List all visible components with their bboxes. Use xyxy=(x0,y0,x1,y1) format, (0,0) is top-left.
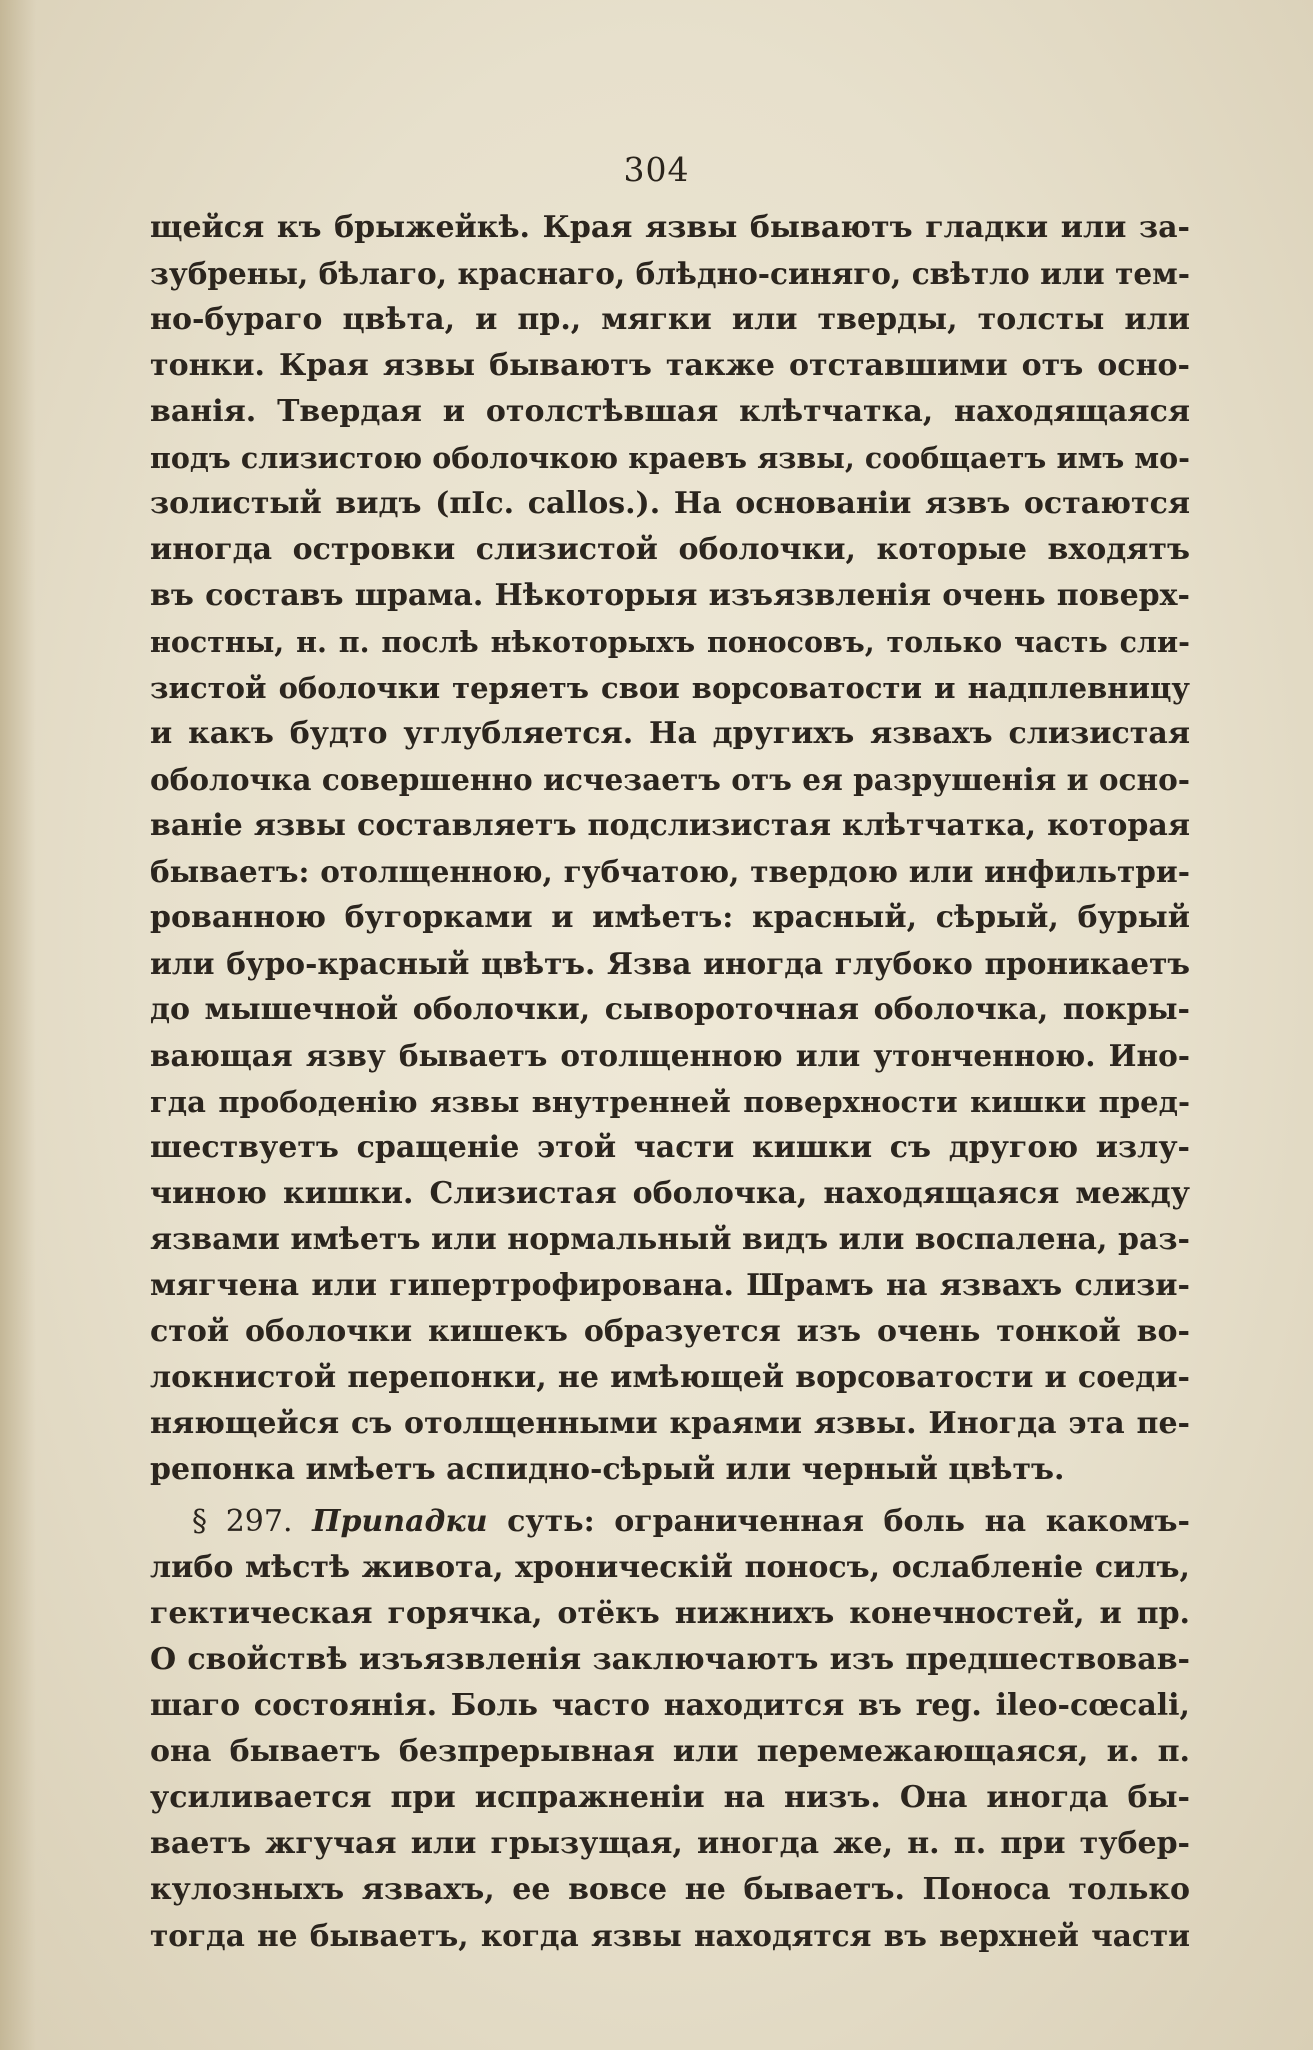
text-line: ваетъ жгучая или грызущая, иногда же, н. п. при тубер- xyxy=(150,1826,1190,1861)
text-line: локнистой перепонки, не имѣющей ворсоватости и соеди- xyxy=(150,1360,1190,1395)
text-line: вающая язву бываетъ отолщенною или утонченною. Ино- xyxy=(150,1038,1190,1073)
paragraph-1 xyxy=(150,205,1190,1493)
text-line: и какъ будто углубляется. На другихъ язвахъ слизистая xyxy=(150,716,1190,751)
paragraph-2 xyxy=(150,1499,1190,1959)
paragraph-2-first-line xyxy=(150,1499,1190,1545)
text-line: она бываетъ безпрерывная или перемежающаяся, и. п. xyxy=(150,1734,1190,1769)
first-line-rest: суть: ограниченная боль на какомъ- xyxy=(487,1504,1190,1539)
text-line: О свойствѣ изъязвленія заключаютъ изъ предшествовав- xyxy=(150,1642,1190,1677)
text-line: гда прободенію язвы внутренней поверхности кишки пред- xyxy=(150,1085,1190,1119)
text-line: зистой оболочки теряетъ свои ворсоватости и надплевницу xyxy=(150,671,1190,705)
text-line: ностны, н. п. послѣ нѣкоторыхъ поносовъ, только часть сли- xyxy=(150,625,1190,659)
text-line: репонка имѣетъ аспидно-сѣрый или черный цвѣтъ. xyxy=(150,1452,1065,1487)
text-line: ваніе язвы составляетъ подслизистая клѣтчатка, которая xyxy=(150,808,1190,843)
text-line: язвами имѣетъ или нормальный видъ или воспалена, раз- xyxy=(150,1222,1190,1257)
text-line: подъ слизистою оболочкою краевъ язвы, сообщаетъ имъ мо- xyxy=(150,441,1190,475)
text-line: шествуетъ сращеніе этой части кишки съ другою излу- xyxy=(150,1130,1190,1165)
text-line: ванія. Твердая и отолстѣвшая клѣтчатка, находящаяся xyxy=(150,394,1190,429)
text-line: гектическая горячка, отёкъ нижнихъ конечностей, и пр. xyxy=(150,1596,1190,1631)
text-line: либо мѣстѣ живота, хроническій поносъ, ослабленіе силъ, xyxy=(150,1550,1190,1585)
text-line: зубрены, бѣлаго, краснаго, блѣдно-синяго, свѣтло или тем- xyxy=(150,256,1190,291)
text-line: золистый видъ (пІс. callos.). На основаніи язвъ остаются xyxy=(150,486,1190,521)
page-edge-shadow xyxy=(0,0,36,2050)
text-line: въ составъ шрама. Нѣкоторыя изъязвленія очень поверх- xyxy=(150,578,1190,613)
section-term: Припадки xyxy=(312,1504,488,1539)
text-line: рованною бугорками и имѣетъ: красный, сѣрый, бурый xyxy=(150,900,1190,935)
text-line: но-бураго цвѣта, и пр., мягки или тверды, толсты или xyxy=(150,302,1190,337)
text-line: стой оболочки кишекъ образуется изъ очень тонкой во- xyxy=(150,1314,1190,1349)
text-line: шаго состоянія. Боль часто находится въ reg. ileo-cœcali, xyxy=(150,1688,1190,1723)
text-line: усиливается при испражненіи на низъ. Она иногда бы- xyxy=(150,1780,1190,1815)
text-line: или буро-красный цвѣтъ. Язва иногда глубоко проникаетъ xyxy=(150,946,1190,981)
text-line: кулозныхъ язвахъ, ее вовсе не бываетъ. Поноса только xyxy=(150,1872,1190,1907)
body-text xyxy=(150,205,1190,1959)
text-line: щейся къ брыжейкѣ. Края язвы бываютъ гладки или за- xyxy=(150,210,1190,245)
text-line: чиною кишки. Слизистая оболочка, находящаяся между xyxy=(150,1176,1190,1211)
text-line: до мышечной оболочки, сывороточная оболочка, покры- xyxy=(150,992,1190,1027)
text-line: оболочка совершенно исчезаетъ отъ ея разрушенія и осно- xyxy=(150,762,1190,797)
text-line: мягчена или гипертрофирована. Шрамъ на язвахъ слизи- xyxy=(150,1268,1190,1303)
section-mark: § 297. xyxy=(192,1504,293,1539)
text-line: бываетъ: отолщенною, губчатою, твердою или инфильтри- xyxy=(150,854,1190,889)
page-number: 304 xyxy=(623,150,690,189)
text-line: няющейся съ отолщенными краями язвы. Иногда эта пе- xyxy=(150,1406,1190,1441)
text-line: тогда не бываетъ, когда язвы находятся въ верхней части xyxy=(150,1918,1190,1953)
text-line: тонки. Края язвы бываютъ также отставшими отъ осно- xyxy=(150,348,1190,383)
text-line: иногда островки слизистой оболочки, которые входятъ xyxy=(150,532,1190,567)
